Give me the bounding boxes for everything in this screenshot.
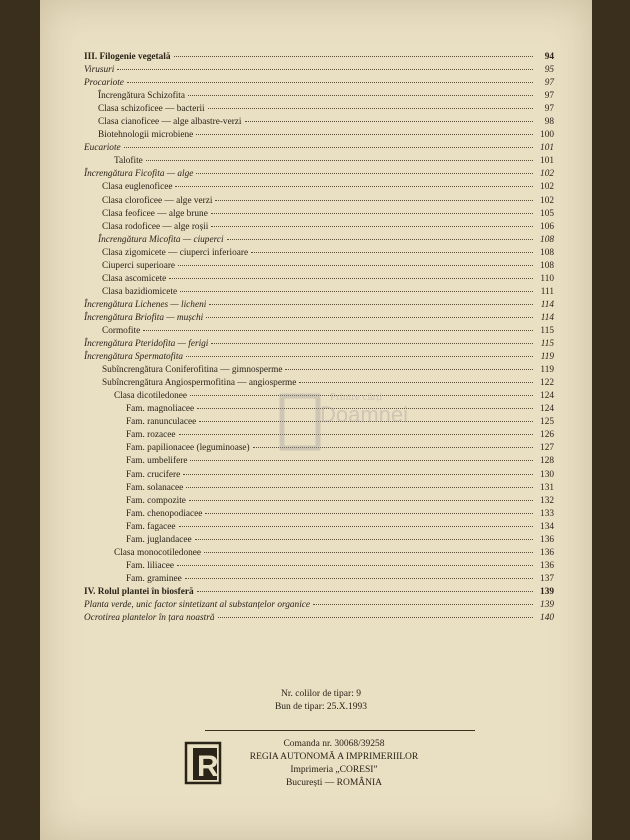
toc-leader-dots — [211, 205, 533, 214]
toc-entry-page: 140 — [540, 613, 554, 624]
toc-leader-dots — [211, 335, 533, 344]
toc-entry-label: Fam. solanacee — [126, 482, 184, 493]
toc-entry-label: Eucariote — [84, 143, 121, 154]
toc-entry — [84, 611, 554, 624]
toc-entry-label: Talofite — [114, 156, 143, 167]
print-info — [45, 688, 597, 714]
toc-entry-page: 124 — [540, 404, 554, 415]
toc-entry-page: 102 — [540, 169, 554, 180]
toc-leader-dots — [218, 609, 533, 618]
toc-entry-page: 134 — [540, 521, 554, 532]
toc-leader-dots — [179, 518, 533, 527]
toc-entry-label: Clasa dicotiledonee — [114, 391, 188, 402]
toc-entry-page: 110 — [540, 273, 554, 284]
toc-entry-page: 97 — [544, 78, 554, 89]
toc-entry-label: Biotehnologii microbiene — [98, 130, 194, 141]
toc-entry-label: Fam. umbelifere — [126, 456, 188, 467]
printer-name: Imprimeria „CORESI” — [290, 765, 378, 775]
toc-entry-label: Subîncrengătura Coniferofitina — gimnosperme — [102, 365, 283, 376]
toc-entry-label: Virusuri — [84, 65, 115, 76]
toc-entry-label: Fam. compozite — [126, 495, 186, 506]
toc-entry-label: Fam. juglandacee — [126, 534, 192, 545]
toc-entry-page: 111 — [540, 286, 554, 297]
toc-entry-label: Clasa schizoficee — bacterii — [98, 104, 205, 115]
toc-leader-dots — [185, 570, 533, 579]
toc-entry-page: 98 — [544, 117, 554, 128]
watermark-logo — [260, 378, 460, 458]
toc-entry-label: Ocrotirea plantelor în țara noastră — [84, 613, 215, 624]
toc-entry-page: 136 — [540, 547, 554, 558]
toc-leader-dots — [127, 74, 533, 83]
toc-leader-dots — [177, 557, 533, 566]
toc-entry-label: Încrengătura Pteridofita — ferigi — [84, 339, 209, 350]
toc-entry-label: Fam. crucifere — [126, 469, 181, 480]
toc-entry-label: Fam. graminee — [126, 573, 182, 584]
toc-entry-label: Clasa cianoficee — alge albastre-verzi — [98, 117, 242, 128]
toc-leader-dots — [186, 348, 533, 357]
toc-entry-page: 139 — [540, 599, 554, 610]
toc-entry-label: Încrengătura Spermatofita — [84, 352, 184, 363]
print-date: Bun de tipar: 25.X.1993 — [274, 702, 368, 712]
sheets-count: Nr. colilor de tipar: 9 — [281, 689, 361, 699]
toc-entry-page: 115 — [540, 325, 554, 336]
toc-entry-page: 126 — [540, 430, 554, 441]
toc-leader-dots — [227, 231, 533, 240]
toc-entry-page: 108 — [540, 234, 554, 245]
toc-entry-label: Clasa rodoficee — alge roșii — [102, 221, 209, 232]
toc-leader-dots — [188, 87, 533, 96]
toc-leader-dots — [124, 139, 533, 148]
toc-leader-dots — [206, 309, 533, 318]
toc-leader-dots — [197, 583, 533, 592]
toc-entry-label: Încrengătura Micofita — ciuperci — [98, 234, 224, 245]
toc-entry-page: 106 — [540, 221, 554, 232]
order-number: Comanda nr. 30068/39258 — [283, 739, 385, 749]
toc-entry-label: Încrengătura Ficofita — alge — [84, 169, 194, 180]
toc-leader-dots — [189, 492, 533, 501]
toc-entry-label: Fam. magnoliacee — [126, 404, 195, 415]
toc-leader-dots — [313, 596, 533, 605]
toc-entry-page: 133 — [540, 508, 554, 519]
toc-entry-page: 131 — [540, 482, 554, 493]
toc-entry-label: Fam. chenopodiacee — [126, 508, 203, 519]
toc-entry-label: Procariote — [84, 78, 124, 89]
toc-entry-label: Încrengătura Briofita — mușchi — [84, 312, 204, 323]
toc-leader-dots — [285, 361, 533, 370]
toc-entry-label: Planta verde, unic factor sintetizant al substanțelor organice — [84, 599, 311, 610]
toc-entry-page: 101 — [540, 143, 554, 154]
toc-leader-dots — [211, 218, 533, 227]
toc-leader-dots — [174, 48, 533, 57]
toc-entry-page: 95 — [544, 65, 554, 76]
toc-leader-dots — [117, 61, 533, 70]
toc-entry-page: 102 — [540, 182, 554, 193]
toc-leader-dots — [146, 152, 533, 161]
toc-entry-page: 108 — [540, 247, 554, 258]
toc-entry-page: 132 — [540, 495, 554, 506]
toc-entry-page: 130 — [540, 469, 554, 480]
toc-entry-page: 125 — [540, 417, 554, 428]
toc-entry-label: Clasa zigomicete — ciuperci inferioare — [102, 247, 249, 258]
toc-entry-page: 97 — [544, 104, 554, 115]
toc-leader-dots — [205, 505, 533, 514]
toc-entry-label: Fam. rozacee — [126, 430, 176, 441]
toc-leader-dots — [245, 113, 533, 122]
divider — [205, 730, 475, 731]
logo-letter: R — [197, 750, 219, 783]
toc-leader-dots — [186, 479, 533, 488]
toc-entry-page: 114 — [540, 312, 554, 323]
table-of-contents — [84, 50, 554, 624]
toc-leader-dots — [178, 257, 533, 266]
toc-entry-label: Clasa euglenoficee — [102, 182, 173, 193]
toc-entry-page: 102 — [540, 195, 554, 206]
toc-leader-dots — [215, 192, 533, 201]
toc-entry-page: 128 — [540, 456, 554, 467]
toc-leader-dots — [169, 270, 533, 279]
toc-entry-page: 94 — [544, 52, 554, 62]
toc-entry-page: 114 — [540, 299, 554, 310]
toc-entry-page: 139 — [540, 586, 554, 597]
toc-entry-label: IV. Rolul plantei în biosferă — [84, 586, 194, 597]
toc-entry-label: Fam. ranunculacee — [126, 417, 197, 428]
toc-leader-dots — [251, 244, 533, 253]
toc-entry-page: 100 — [540, 130, 554, 141]
toc-entry-page: 136 — [540, 534, 554, 545]
toc-entry-label: Încrengătura Schizofita — [98, 91, 185, 102]
toc-entry-label: Clasa monocotiledonee — [114, 547, 202, 558]
toc-leader-dots — [143, 322, 533, 331]
watermark-line2: Doamnei — [320, 402, 409, 427]
publisher-city: București — ROMÂNIA — [285, 778, 383, 788]
toc-entry-page: 124 — [540, 391, 554, 402]
toc-leader-dots — [204, 544, 533, 553]
toc-entry-page: 136 — [540, 560, 554, 571]
toc-entry-page: 127 — [540, 443, 554, 454]
toc-entry-page: 122 — [540, 378, 554, 389]
book-page — [40, 0, 592, 840]
toc-entry-label: Cormofite — [102, 325, 141, 336]
toc-entry-page: 115 — [540, 339, 554, 350]
toc-entry-page: 137 — [540, 573, 554, 584]
toc-entry-page: 101 — [540, 156, 554, 167]
toc-leader-dots — [175, 178, 533, 187]
toc-entry-label: Fam. papilionacee (leguminoase) — [126, 443, 250, 454]
toc-leader-dots — [195, 531, 533, 540]
toc-leader-dots — [183, 466, 533, 475]
toc-leader-dots — [196, 126, 533, 135]
toc-leader-dots — [209, 296, 533, 305]
toc-entry-label: III. Filogenie vegetală — [84, 52, 171, 62]
toc-leader-dots — [180, 283, 533, 292]
publisher-name: REGIA AUTONOMĂ A IMPRIMERIILOR — [249, 752, 419, 762]
toc-entry-page: 119 — [540, 352, 554, 363]
toc-entry-label: Fam. fagacee — [126, 521, 176, 532]
toc-entry-label: Subîncrengătura Angiospermofitina — angiosperme — [102, 378, 297, 389]
toc-entry-page: 105 — [540, 208, 554, 219]
toc-entry-page: 97 — [544, 91, 554, 102]
publisher-info — [58, 738, 610, 790]
toc-entry-label: Ciuperci superioare — [102, 260, 176, 271]
toc-entry-label: Clasa cloroficee — alge verzi — [102, 195, 213, 206]
toc-entry-label: Fam. liliacee — [126, 560, 175, 571]
toc-entry-label: Clasa ascomicete — [102, 273, 167, 284]
toc-leader-dots — [208, 100, 533, 109]
toc-entry-page: 108 — [540, 260, 554, 271]
toc-entry-page: 119 — [540, 365, 554, 376]
toc-entry-label: Clasa feoficee — alge brune — [102, 208, 208, 219]
watermark-line1: Printre cărți — [330, 391, 383, 403]
toc-entry-label: Încrengătura Lichenes — licheni — [84, 299, 207, 310]
toc-leader-dots — [196, 165, 533, 174]
toc-entry-label: Clasa bazidiomicete — [102, 286, 178, 297]
